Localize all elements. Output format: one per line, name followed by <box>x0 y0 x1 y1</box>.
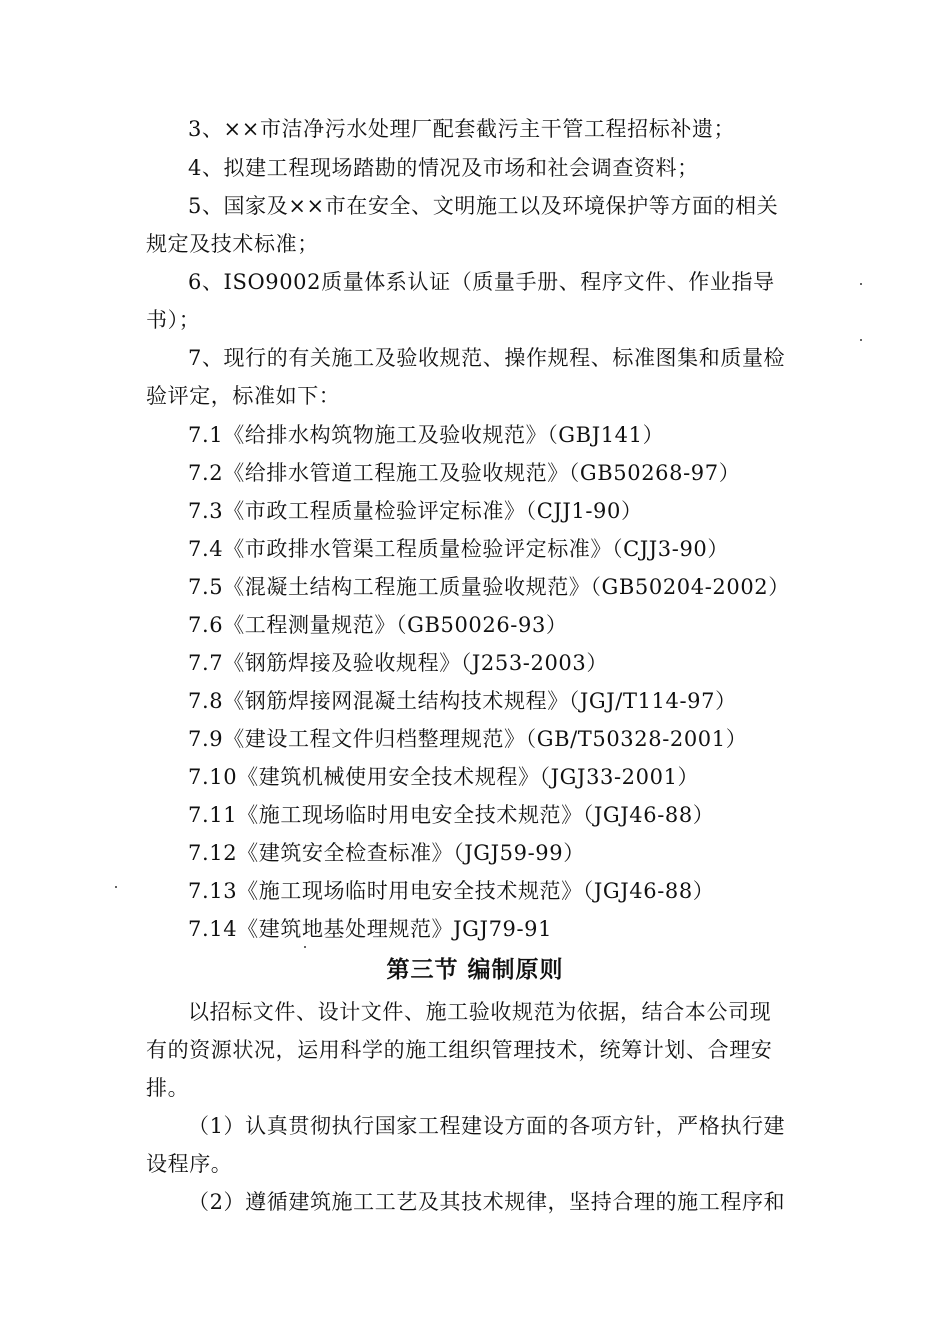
scan-speck <box>304 946 306 948</box>
standard-item-7-12: 7.12《建筑安全检查标准》（JGJ59-99） <box>188 841 585 865</box>
standard-item-7-2: 7.2《给排水管道工程施工及验收规范》（GB50268-97） <box>188 461 741 485</box>
scan-speck <box>860 283 862 285</box>
standard-item-7-9: 7.9《建设工程文件归档整理规范》（GB/T50328-2001） <box>188 727 748 751</box>
standard-item-7-14: 7.14《建筑地基处理规范》JGJ79-91 <box>188 917 553 941</box>
standard-item-7-6: 7.6《工程测量规范》（GB50026-93） <box>188 613 568 637</box>
basis-item-3: 3、××市洁净污水处理厂配套截污主干管工程招标补遗； <box>188 117 736 141</box>
scan-speck <box>860 339 862 341</box>
basis-item-6-line1: 6、ISO9002质量体系认证（质量手册、程序文件、作业指导 <box>188 270 775 294</box>
intro-line-1: 以招标文件、设计文件、施工验收规范为依据，结合本公司现 <box>188 1000 772 1024</box>
basis-item-7-line2: 验评定，标准如下： <box>146 384 341 408</box>
standard-item-7-10: 7.10《建筑机械使用安全技术规程》（JGJ33-2001） <box>188 765 700 789</box>
standard-item-7-1: 7.1《给排水构筑物施工及验收规范》（GBJ141） <box>188 423 665 447</box>
basis-item-4: 4、拟建工程现场踏勘的情况及市场和社会调查资料； <box>188 156 699 180</box>
basis-item-5-line1: 5、国家及××市在安全、文明施工以及环境保护等方面的相关 <box>188 194 779 218</box>
basis-item-6-line2: 书）； <box>146 308 201 332</box>
section-heading: 第三节 编制原则 <box>386 957 564 983</box>
standard-item-7-11: 7.11《施工现场临时用电安全技术规范》（JGJ46-88） <box>188 803 715 827</box>
standard-item-7-13: 7.13《施工现场临时用电安全技术规范》（JGJ46-88） <box>188 879 715 903</box>
scan-speck <box>115 886 117 888</box>
standard-item-7-4: 7.4《市政排水管渠工程质量检验评定标准》（CJJ3-90） <box>188 537 729 561</box>
basis-item-5-line2: 规定及技术标准； <box>146 232 319 256</box>
basis-item-7-line1: 7、现行的有关施工及验收规范、操作规程、标准图集和质量检 <box>188 346 786 370</box>
standard-item-7-7: 7.7《钢筋焊接及验收规程》（J253-2003） <box>188 651 608 675</box>
principle-2-line-1: （2）遵循建筑施工工艺及其技术规律，坚持合理的施工程序和 <box>188 1190 786 1214</box>
standard-item-7-5: 7.5《混凝土结构工程施工质量验收规范》（GB50204-2002） <box>188 575 790 599</box>
principle-1-line-2: 设程序。 <box>146 1152 233 1176</box>
intro-line-3: 排。 <box>146 1076 190 1100</box>
principle-1-line-1: （1）认真贯彻执行国家工程建设方面的各项方针，严格执行建 <box>188 1114 786 1138</box>
standard-item-7-8: 7.8《钢筋焊接网混凝土结构技术规程》（JGJ/T114-97） <box>188 689 737 713</box>
standard-item-7-3: 7.3《市政工程质量检验评定标准》（CJJ1-90） <box>188 499 643 523</box>
intro-line-2: 有的资源状况，运用科学的施工组织管理技术，统筹计划、合理安 <box>146 1038 773 1062</box>
